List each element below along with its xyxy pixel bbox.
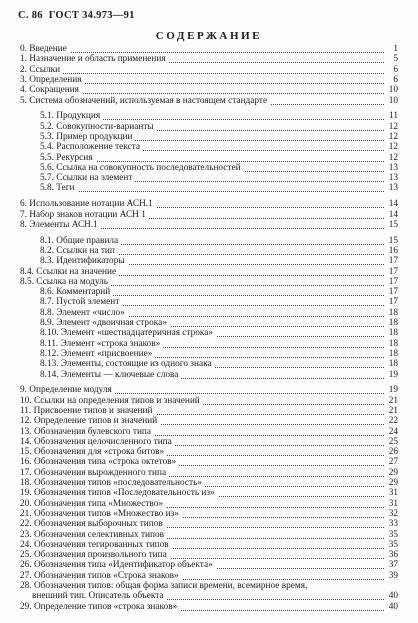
dot-leader <box>20 52 384 53</box>
toc-entry-text: 1. Назначение и область применения <box>20 54 169 65</box>
toc-entry-text: 28. Обозначения типов: общая форма записи времени, всемирное время, <box>20 581 310 592</box>
toc-entry-text: 23. Обозначения селективных типов <box>20 530 167 541</box>
toc-page-number: 15 <box>384 236 398 247</box>
toc-entry-text: 8.6. Комментарий <box>40 287 113 298</box>
toc-page-number: 5 <box>384 54 398 65</box>
toc-entry-text: 5.2. Совокупности-варианты <box>40 122 157 133</box>
toc-entry-text: 8.3. Идентификаторы <box>40 256 128 267</box>
toc-page-number: 32 <box>384 509 398 520</box>
toc-entry-text: 4. Сокращения <box>20 85 82 96</box>
toc-page-number: 18 <box>384 328 398 339</box>
toc-page-number: 14 <box>384 210 398 221</box>
toc-entry-text: 14. Обозначения целочисленного типа <box>20 437 175 448</box>
toc-page-number: 35 <box>384 540 398 551</box>
toc-entry-text: 8.5. Ссылка на модуль <box>20 277 111 288</box>
toc-page-number: 1 <box>384 44 398 55</box>
toc-entry-text: 20. Обозначения типа «Множество» <box>20 499 166 510</box>
toc-page-number: 10 <box>384 96 398 107</box>
toc-page-number: 29 <box>384 468 398 479</box>
toc-entry-text: 5.5. Рекурсия <box>40 153 96 164</box>
toc-page-number: 40 <box>384 602 398 613</box>
toc-page-number: 18 <box>384 318 398 329</box>
toc-page-number: 17 <box>384 287 398 298</box>
toc-page-number: 11 <box>384 111 398 122</box>
toc-entry-text: 8.7. Пустой элемент <box>40 297 122 308</box>
toc-page-number: 6 <box>384 75 398 86</box>
toc-entry-text: 26. Обозначения типа «Идентификатор объекта» <box>20 560 216 571</box>
toc-entry-text: 5.3. Пример продукции <box>40 132 135 143</box>
toc-page-number: 13 <box>384 163 398 174</box>
toc-entry-text: 8.11. Элемент «строка знаков» <box>40 339 163 350</box>
toc-page-number: 18 <box>384 349 398 360</box>
toc-page-number: 17 <box>384 277 398 288</box>
toc-page-number: 35 <box>384 530 398 541</box>
toc-entry-text: 24. Обозначения тегированных типов <box>20 540 172 551</box>
toc-entry-text: 5.7. Ссылки на элемент <box>40 173 135 184</box>
toc-entry-text: 25. Обозначения произвольного типа <box>20 550 170 561</box>
toc-entry <box>20 602 398 613</box>
toc-entry-text: 2. Ссылки <box>20 65 63 76</box>
toc-page-number: 19 <box>384 370 398 381</box>
toc-page-number: 18 <box>384 339 398 350</box>
toc-entry-text: 10. Ссылки на определения типов и значений <box>20 396 203 407</box>
toc-entry <box>40 183 398 194</box>
page-title: СОДЕРЖАНИЕ <box>155 30 263 42</box>
toc-entry-text: 8.10. Элемент «шестнадцатеричная строка» <box>40 328 216 339</box>
toc-entry-text: 3. Определения <box>20 75 85 86</box>
toc-page-number: 39 <box>384 571 398 582</box>
toc-entry-text: 8.8. Элемент «число» <box>40 308 128 319</box>
toc-page-number: 12 <box>384 142 398 153</box>
toc-page-number: 13 <box>384 173 398 184</box>
toc-entry-text: 8.9. Элемент «двоичная строка» <box>40 318 170 329</box>
toc-entry <box>20 96 398 107</box>
dot-leader <box>40 191 384 192</box>
toc-page-number: 17 <box>384 267 398 278</box>
toc-page-number: 36 <box>384 550 398 561</box>
toc-page-number: 14 <box>384 199 398 210</box>
page-number: С. 86 <box>18 10 43 21</box>
dot-leader <box>20 73 384 74</box>
toc-entry-text: 12. Определение типов и значений <box>20 416 160 427</box>
toc-entry-text: 5.4. Расположение текста <box>40 142 143 153</box>
toc-entry-text: 5.6. Ссылка на совокупность последовательностей <box>40 163 244 174</box>
toc-entry-text: 5.8. Теги <box>40 183 78 194</box>
toc-page-number: 17 <box>384 256 398 267</box>
toc-entry-text: 9. Определение модуля <box>20 385 115 396</box>
toc-entry <box>20 220 398 231</box>
toc-entry-text: 5.1. Продукция <box>40 111 103 122</box>
toc-entry-text: 8.12. Элемент «присвоение» <box>40 349 155 360</box>
toc-page-number: 37 <box>384 560 398 571</box>
toc-entry-text: 5. Система обозначений, используемая в настоящем стандарте <box>20 96 270 107</box>
toc-entry-text: 13. Обозначения булевского типа <box>20 427 154 438</box>
toc-page-number: 27 <box>384 457 398 468</box>
toc-entry-text: 21. Обозначения типов «Множество из» <box>20 509 182 520</box>
toc-page-number: 19 <box>384 385 398 396</box>
toc-page-number: 13 <box>384 183 398 194</box>
toc-page-number: 33 <box>384 519 398 530</box>
toc-entry-text: 8. Элементы АСН.1 <box>20 220 101 231</box>
toc-entry-text: внешний тип. Описатель объекта <box>32 591 167 602</box>
toc-page-number: 18 <box>384 308 398 319</box>
toc-page-number: 26 <box>384 447 398 458</box>
toc-entry-text: 11. Присвоение типов и значений <box>20 406 156 417</box>
toc-entry-text: 8.13. Элементы, состоящие из одного знака <box>40 359 215 370</box>
toc-page-number: 12 <box>384 132 398 143</box>
toc-page-number: 29 <box>384 478 398 489</box>
toc-page-number: 25 <box>384 437 398 448</box>
toc-page-number: 31 <box>384 499 398 510</box>
toc-entry-text: 0. Введение <box>20 44 70 55</box>
toc-page-number: 12 <box>384 153 398 164</box>
toc-entry-text: 6. Использование нотации АСН.1 <box>20 199 156 210</box>
toc-entry-text: 17. Обозначения вырожденного типа <box>20 468 169 479</box>
toc-page-number: 22 <box>384 416 398 427</box>
toc-page-number: 21 <box>384 406 398 417</box>
toc-page-number: 16 <box>384 246 398 257</box>
toc-page-number: 10 <box>384 85 398 96</box>
toc-entry-text: 7. Набор знаков нотации АСН 1 <box>20 210 149 221</box>
toc-page-number: 6 <box>384 65 398 76</box>
standard-code: ГОСТ 34.973—91 <box>48 10 135 21</box>
toc-entry-text: 16. Обозначения типа «строка октетов» <box>20 457 179 468</box>
toc-entry-text: 22. Обозначения выборочных типов <box>20 519 166 530</box>
toc-page-number: 31 <box>384 488 398 499</box>
toc-page-number: 17 <box>384 297 398 308</box>
toc-page-number: 12 <box>384 122 398 133</box>
toc-page-number: 24 <box>384 427 398 438</box>
toc-entry-text: 8.1. Общие правила <box>40 236 121 247</box>
toc-entry-text: 19. Обозначения типов «Последовательность из» <box>20 488 218 499</box>
toc-page-number: 18 <box>384 359 398 370</box>
toc-entry-text: 15. Обозначения для «строка битов» <box>20 447 167 458</box>
toc-entry-text: 8.14. Элементы — ключевые слова <box>40 370 181 381</box>
toc-entry-text: 27. Обозначения типов «Строка знаков» <box>20 571 182 582</box>
toc-entry <box>40 370 398 381</box>
toc-entry-text: 8.4. Ссылки на значение <box>20 267 119 278</box>
toc-page-number: 40 <box>384 591 398 602</box>
toc-entry-text: 18. Обозначения типов «последовательность» <box>20 478 205 489</box>
toc-page-number: 15 <box>384 220 398 231</box>
toc-entry-text: 8.2. Ссылки на тип <box>40 246 118 257</box>
toc-page-number: 21 <box>384 396 398 407</box>
toc-entry-text: 29. Определение типов «строка знаков» <box>20 602 180 613</box>
